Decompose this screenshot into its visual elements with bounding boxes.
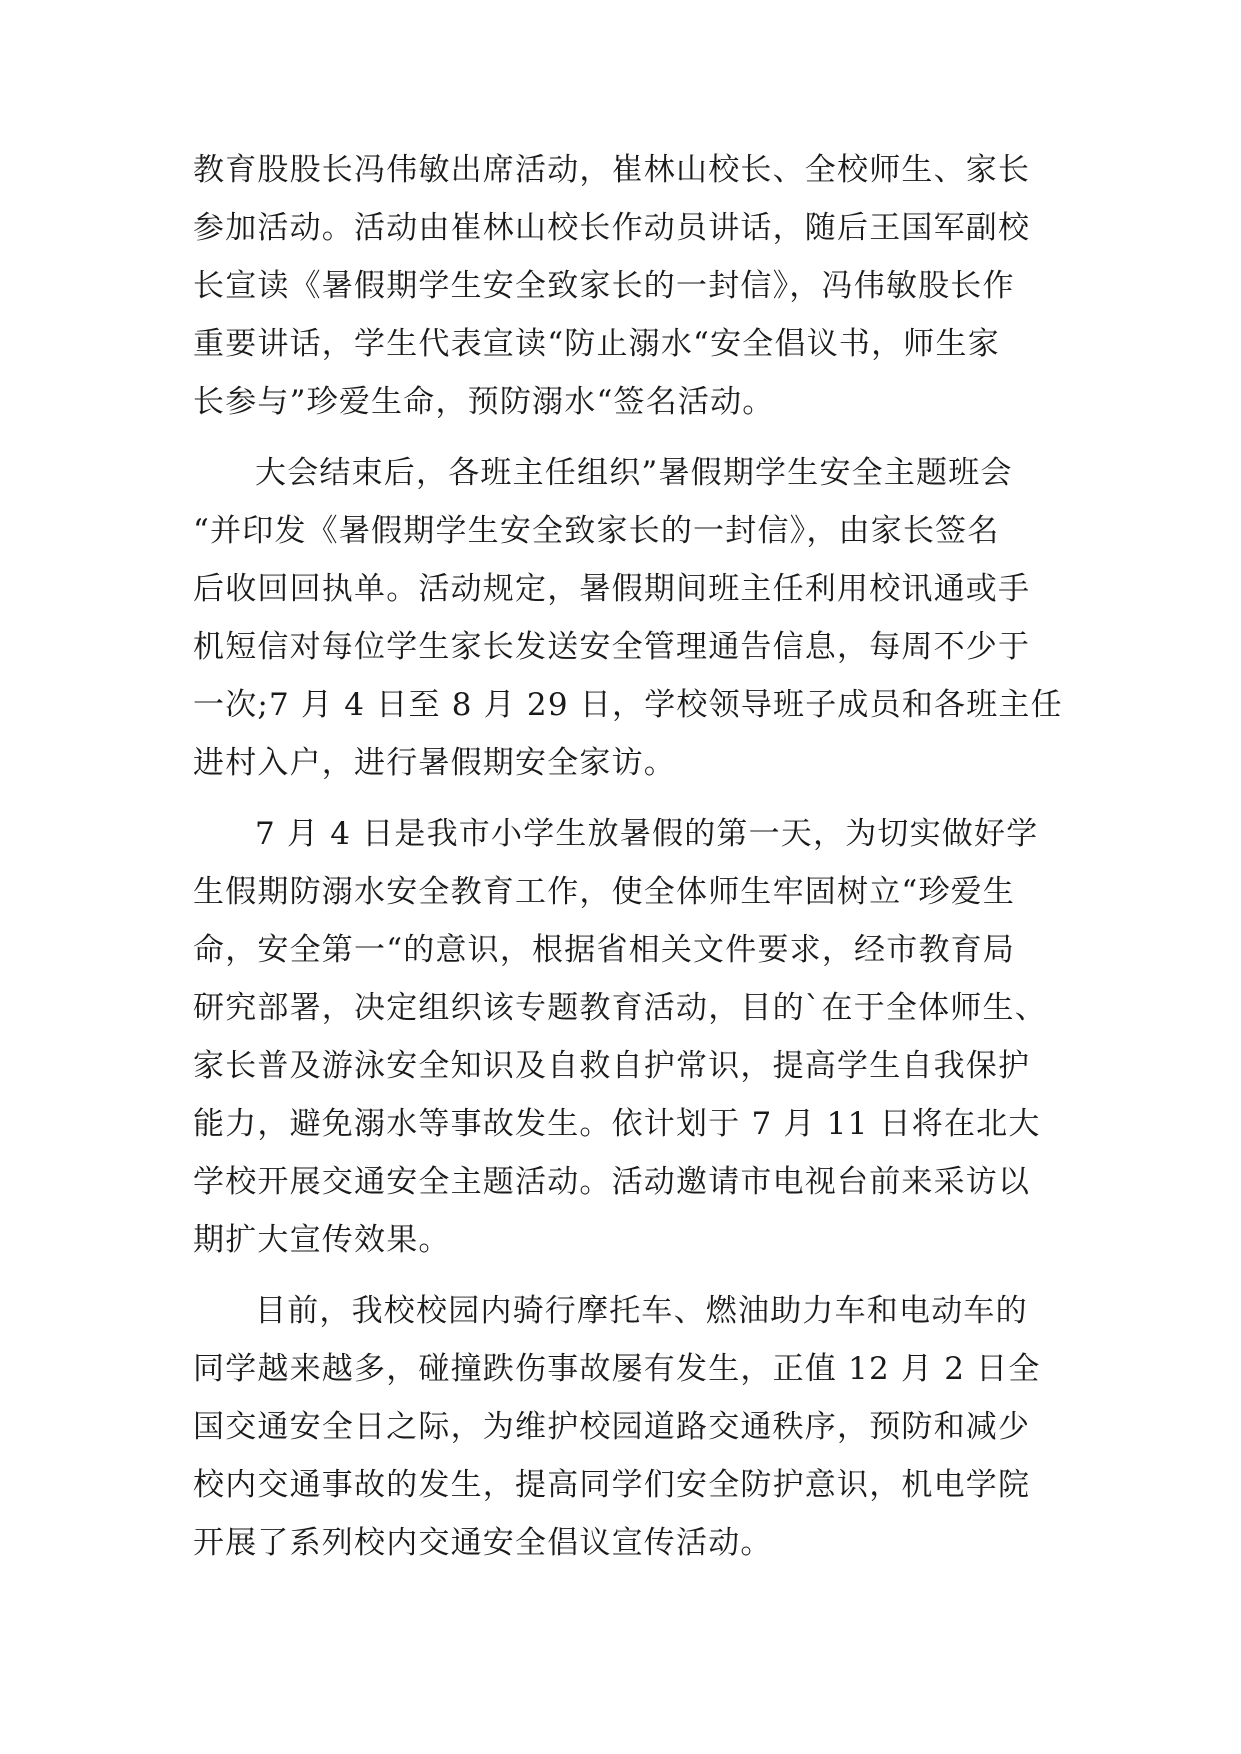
text-line: 开展了系列校内交通安全倡议宣传活动。: [193, 1525, 773, 1561]
text-line: 能力，避免溺水等事故发生。依计划于 7 月 11 日将在北大: [193, 1106, 1041, 1142]
text-line: “并印发《暑假期学生安全致家长的一封信》，由家长签名: [193, 513, 1000, 549]
text-line: 家长普及游泳安全知识及自救自护常识，提高学生自我保护: [193, 1048, 1031, 1084]
paragraph-first-line: 7 月 4 日是我市小学生放暑假的第一天，为切实做好学: [255, 816, 1039, 852]
text-line: 校内交通事故的发生，提高同学们安全防护意识，机电学院: [193, 1467, 1031, 1503]
text-line: 国交通安全日之际，为维护校园道路交通秩序，预防和减少: [193, 1409, 1031, 1445]
text-line: 进村入户，进行暑假期安全家访。: [193, 745, 676, 781]
text-line: 重要讲话，学生代表宣读“防止溺水“安全倡议书，师生家: [193, 326, 1000, 362]
text-line: 命，安全第一“的意识，根据省相关文件要求，经市教育局: [193, 932, 1016, 968]
text-line: 长参与”珍爱生命，预防溺水“签名活动。: [193, 384, 775, 420]
text-line: 期扩大宣传效果。: [193, 1222, 451, 1258]
text-line: 机短信对每位学生家长发送安全管理通告信息，每周不少于: [193, 629, 1031, 665]
paragraph-first-line: 目前，我校校园内骑行摩托车、燃油助力车和电动车的: [255, 1293, 1028, 1329]
text-line: 生假期防溺水安全教育工作，使全体师生牢固树立“珍爱生: [193, 874, 1016, 910]
text-line: 同学越来越多，碰撞跌伤事故屡有发生，正值 12 月 2 日全: [193, 1351, 1041, 1387]
text-line: 参加活动。活动由崔林山校长作动员讲话，随后王国军副校: [193, 210, 1031, 246]
text-line: 学校开展交通安全主题活动。活动邀请市电视台前来采访以: [193, 1164, 1031, 1200]
paragraph-first-line: 大会结束后，各班主任组织”暑假期学生安全主题班会: [255, 455, 1013, 491]
text-line: 长宣读《暑假期学生安全致家长的一封信》，冯伟敏股长作: [193, 268, 1015, 304]
text-line: 研究部署，决定组织该专题教育活动，目的`在于全体师生、: [193, 990, 1047, 1026]
text-line: 教育股股长冯伟敏出席活动，崔林山校长、全校师生、家长: [193, 152, 1031, 188]
text-line: 后收回回执单。活动规定，暑假期间班主任利用校讯通或手: [193, 571, 1031, 607]
text-line: 一次;7 月 4 日至 8 月 29 日，学校领导班子成员和各班主任: [193, 687, 1063, 723]
